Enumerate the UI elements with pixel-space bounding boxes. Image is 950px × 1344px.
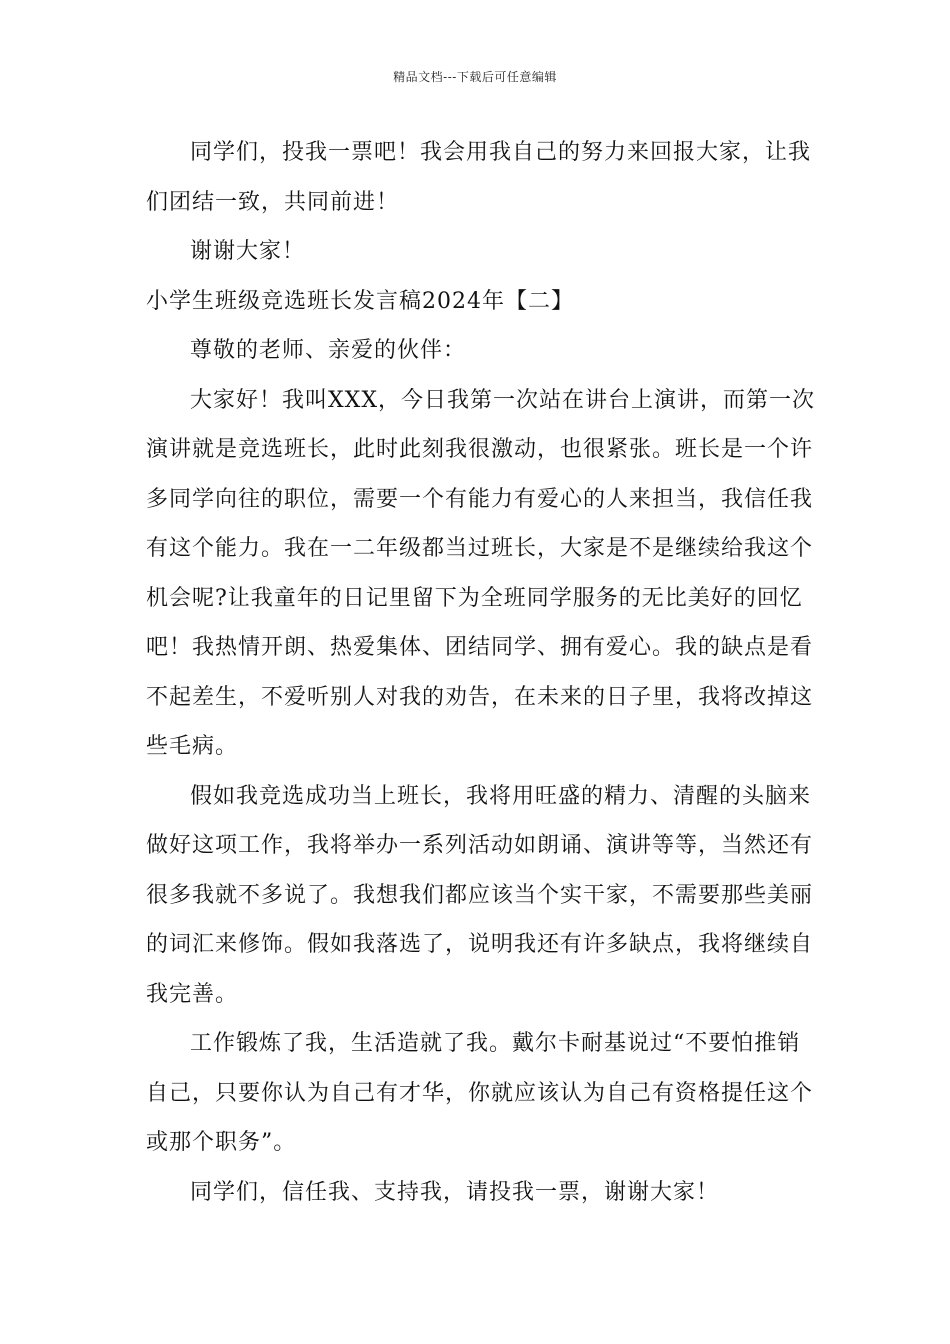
page-header: 精品文档---下载后可任意编辑 [393, 70, 557, 84]
paragraph-salutation: 尊敬的老师、亲爱的伙伴： [190, 338, 467, 363]
section-title: 小学生班级竞选班长发言稿2024年【二】 [146, 288, 574, 314]
paragraph-thanks: 谢谢大家！ [190, 239, 306, 264]
paragraph-quote: 工作锻炼了我，生活造就了我。戴尔卡耐基说过“不要怕推销自己，只要你认为自己有才华，你就应该认为自己有资格提任这个或那个职务”。 [146, 1031, 814, 1155]
document-body [146, 128, 816, 1217]
paragraph-final-appeal: 同学们，信任我、支持我，请投我一票，谢谢大家！ [190, 1179, 720, 1205]
paragraph-closing-appeal: 同学们，投我一票吧！我会用我自己的努力来回报大家，让我们团结一致，共同前进！ [146, 140, 812, 215]
paragraph-introduction: 大家好！我叫XXX，今日我第一次站在讲台上演讲，而第一次演讲就是竞选班长，此时此刻我很激动，也很紧张。班长是一个许多同学向往的职位，需要一个有能力有爱心的人来担当，我信任我有这个能力。我在一二年级都当过班长，大家是不是继续给我这个机会呢?让我童年的日记里留下为全班同学服务的无比美好的回忆吧！我热情开朗、热爱集体、团结同学、拥有爱心。我的缺点是看不起差生，不爱听别人对我的劝告，在未来的日子里，我将改掉这些毛病。 [146, 387, 815, 759]
paragraph-plans: 假如我竞选成功当上班长，我将用旺盛的精力、清醒的头脑来做好这项工作，我将举办一系列活动如朗诵、演讲等等，当然还有很多我就不多说了。我想我们都应该当个实干家，不需要那些美丽的词汇来修饰。假如我落选了，说明我还有许多缺点，我将继续自我完善。 [146, 783, 814, 1007]
